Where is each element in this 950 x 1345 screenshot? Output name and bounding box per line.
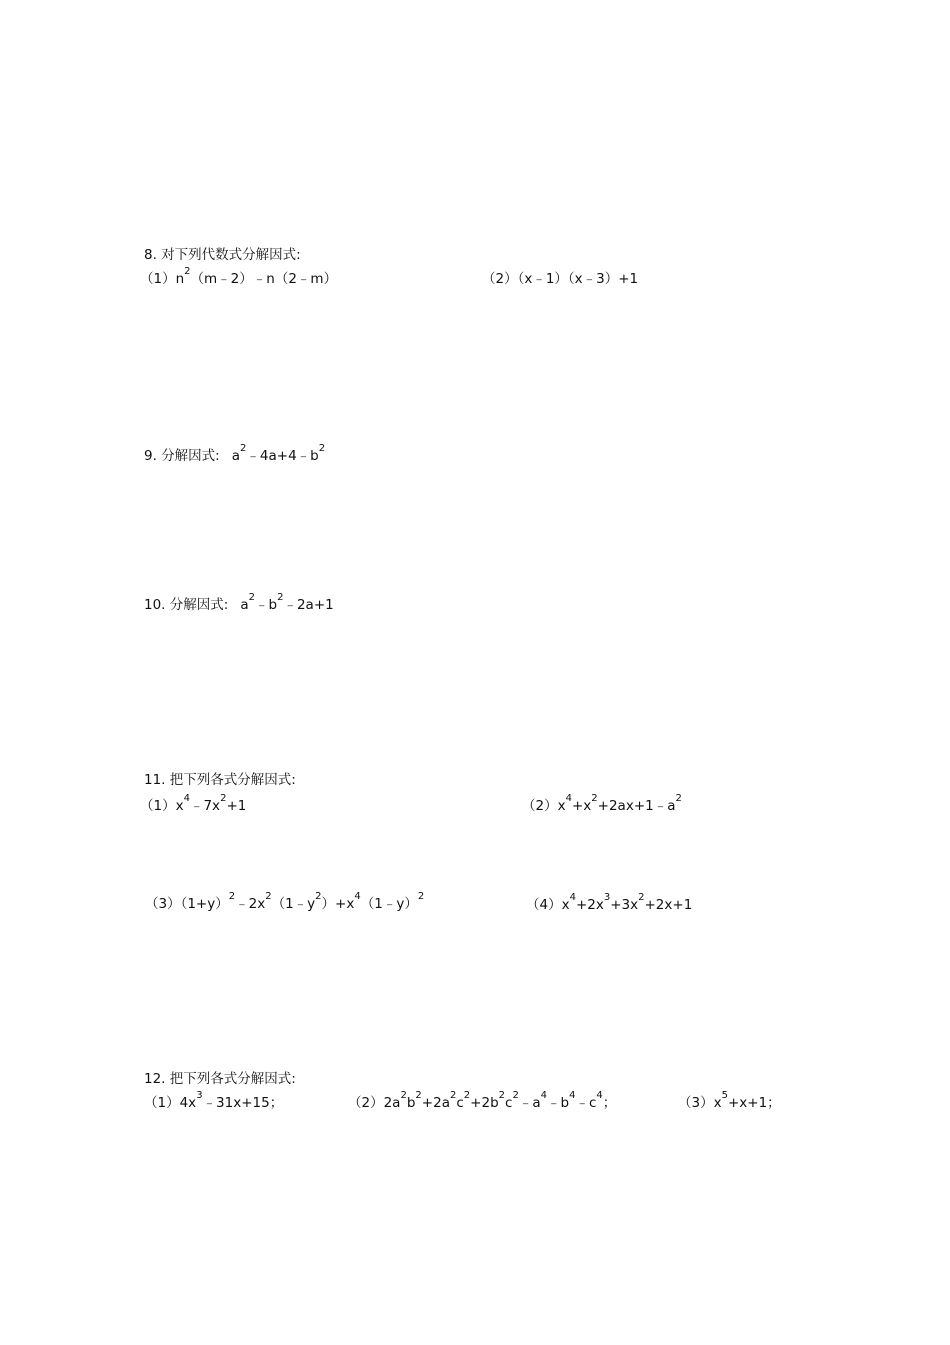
math-expression — [557, 793, 682, 814]
exponent: 2 — [277, 592, 284, 603]
term: （m﹣2）﹣n（2﹣m） — [190, 271, 338, 287]
problem-11-item-3 — [145, 891, 425, 913]
term: ﹣2x — [235, 896, 266, 912]
math-expression — [231, 443, 326, 464]
term: ﹣c — [575, 1095, 597, 1111]
item-label: （2） — [482, 271, 518, 287]
exponent: 5 — [721, 1090, 728, 1101]
term: b — [406, 1095, 416, 1111]
problem-8-item-1 — [140, 266, 338, 288]
exponent: 2 — [512, 1090, 519, 1101]
term: a — [231, 448, 241, 464]
term: x — [175, 798, 184, 814]
term: +2x+1 — [644, 897, 693, 913]
term: +2ax+1﹣a — [597, 798, 676, 814]
math-expression — [175, 793, 247, 814]
problem-8-heading — [144, 246, 301, 264]
problem-number: 9. — [144, 448, 157, 464]
exponent: 2 — [248, 592, 255, 603]
problem-number: 10. — [144, 597, 166, 613]
problem-9 — [144, 443, 326, 465]
exponent: 2 — [449, 1090, 457, 1101]
exponent: 2 — [240, 443, 247, 454]
term: x — [713, 1095, 722, 1111]
exponent: 2 — [638, 892, 645, 903]
math-expression — [179, 1090, 284, 1111]
term: +x+1； — [727, 1095, 781, 1111]
math-expression — [518, 271, 639, 287]
problem-12-item-3 — [678, 1090, 781, 1112]
term: ﹣7x — [189, 798, 221, 814]
exponent: 4 — [354, 891, 361, 902]
item-label: （3） — [678, 1095, 714, 1111]
term: +1 — [226, 798, 247, 814]
term: （x﹣1）（x﹣3）+1 — [517, 271, 639, 287]
exponent: 3 — [196, 1090, 203, 1101]
term: c — [505, 1095, 513, 1111]
term: 4x — [179, 1095, 197, 1111]
term: +2x — [575, 897, 604, 913]
term: （1﹣y） — [360, 896, 418, 912]
problem-12-item-2 — [348, 1090, 617, 1112]
problem-prompt: 把下列各式分解因式: — [169, 1071, 296, 1087]
exponent: 2 — [265, 891, 272, 902]
exponent: 2 — [228, 891, 236, 902]
item-label: （4） — [526, 897, 562, 913]
term: +2a — [421, 1095, 450, 1111]
term: +x — [571, 798, 592, 814]
exponent: 3 — [603, 892, 611, 903]
exponent: 2 — [675, 793, 682, 804]
problem-prompt: 分解因式: — [169, 597, 229, 613]
problem-prompt: 分解因式: — [161, 448, 220, 464]
term: a — [240, 597, 249, 613]
term: ； — [602, 1095, 617, 1111]
problem-12-heading — [144, 1070, 296, 1088]
exponent: 4 — [569, 1090, 576, 1101]
problem-11-item-4 — [526, 892, 693, 914]
term: ﹣31x+15； — [202, 1095, 284, 1111]
exponent: 2 — [591, 793, 598, 804]
term: ﹣b — [547, 1095, 570, 1111]
term: ﹣b — [255, 597, 278, 613]
item-label: （2） — [348, 1095, 384, 1111]
problem-11-heading — [144, 771, 296, 789]
exponent: 2 — [415, 1090, 422, 1101]
exponent: 2 — [220, 793, 227, 804]
exponent: 2 — [318, 443, 326, 454]
term: +2b — [470, 1095, 499, 1111]
exponent: 2 — [463, 1090, 471, 1101]
exponent: 4 — [183, 793, 190, 804]
term: x — [557, 798, 566, 814]
problem-8-item-2 — [482, 270, 638, 288]
term: （1﹣y — [271, 896, 316, 912]
term: ﹣a — [518, 1095, 541, 1111]
item-label: （2） — [522, 798, 558, 814]
exponent: 4 — [565, 793, 572, 804]
term: （1+y） — [180, 896, 229, 912]
exponent: 2 — [315, 891, 322, 902]
math-expression — [561, 892, 693, 913]
problem-number: 11. — [144, 772, 166, 788]
math-expression — [240, 592, 334, 613]
item-label: （3） — [145, 896, 181, 912]
term: ﹣4a+4﹣b — [246, 448, 319, 464]
item-label: （1） — [140, 798, 176, 814]
term: c — [456, 1095, 464, 1111]
math-expression — [713, 1090, 781, 1111]
math-expression — [383, 1090, 617, 1111]
problem-prompt: 对下列代数式分解因式: — [161, 247, 301, 263]
problem-number: 8. — [144, 247, 157, 263]
item-label: （1） — [140, 271, 176, 287]
problem-12-item-1 — [144, 1090, 284, 1112]
item-label: （1） — [144, 1095, 180, 1111]
term: x — [561, 897, 570, 913]
term: +3x — [610, 897, 639, 913]
problem-prompt: 把下列各式分解因式: — [169, 772, 296, 788]
term: ）+x — [321, 896, 355, 912]
exponent: 2 — [498, 1090, 506, 1101]
problem-11-item-1 — [140, 793, 247, 815]
term: 2a — [383, 1095, 401, 1111]
math-expression — [175, 266, 338, 287]
exponent: 2 — [184, 266, 191, 277]
exponent: 4 — [540, 1090, 547, 1101]
math-expression — [180, 891, 425, 912]
exponent: 4 — [569, 892, 576, 903]
problem-number: 12. — [144, 1071, 166, 1087]
problem-11-item-2 — [522, 793, 682, 815]
exponent: 4 — [596, 1090, 603, 1101]
exponent: 2 — [417, 891, 425, 902]
term: n — [175, 271, 185, 287]
exponent: 2 — [400, 1090, 407, 1101]
term: ﹣2a+1 — [283, 597, 334, 613]
problem-10 — [144, 592, 334, 614]
